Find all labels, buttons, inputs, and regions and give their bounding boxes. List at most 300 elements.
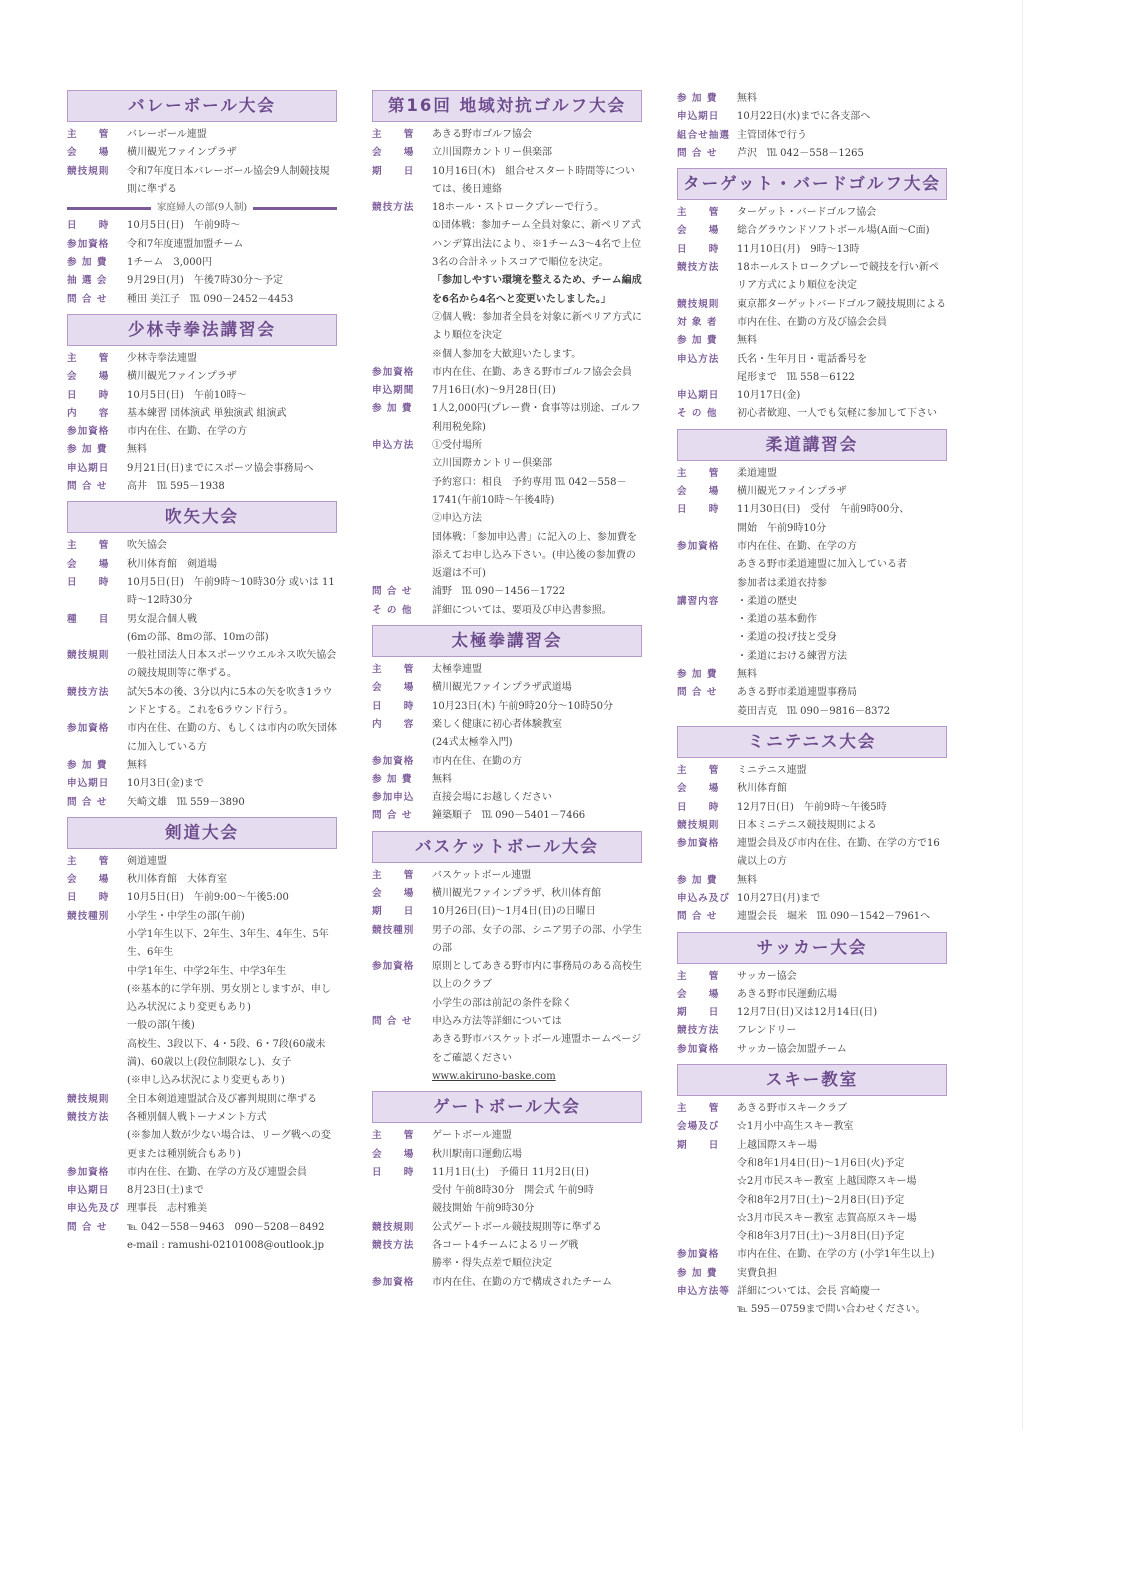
info-row xyxy=(67,1091,337,1109)
info-value: 立川国際カントリー倶楽部 xyxy=(432,147,552,159)
info-label: 参加申込 xyxy=(372,792,415,804)
info-value: 無料 xyxy=(127,444,147,456)
info-value: 連盟会員及び市内在住、在勤、在学の方で16歳以上の方 xyxy=(737,838,940,868)
info-row xyxy=(67,720,337,757)
info-label: 参加資格 xyxy=(677,540,720,552)
info-row xyxy=(372,922,642,959)
info-value: 1チーム 3,000円 xyxy=(127,257,212,269)
info-row xyxy=(372,958,642,1013)
info-label: 主 管 xyxy=(67,855,110,867)
info-label: 会 場 xyxy=(677,486,720,498)
info-value: 男女混合個人戦 (6mの部、8mの部、10mの部) xyxy=(127,613,269,643)
info-row xyxy=(372,382,642,400)
event-section xyxy=(67,314,337,496)
column-1 xyxy=(67,90,337,1260)
info-label: 問 合 せ xyxy=(67,796,108,808)
info-row xyxy=(67,423,337,441)
info-row xyxy=(677,593,947,666)
info-row xyxy=(67,871,337,889)
info-row xyxy=(372,885,642,903)
info-row xyxy=(677,1137,947,1247)
info-row xyxy=(67,291,337,309)
info-label: 日 時 xyxy=(67,576,110,588)
info-value: 7月16日(水)～9月28日(日) xyxy=(432,385,556,397)
info-label: 種 目 xyxy=(67,613,110,625)
info-value: 10月16日(木) 組合せスタート時間等については、後日連絡 xyxy=(432,165,636,195)
info-row xyxy=(677,1118,947,1136)
info-label: 参加資格 xyxy=(372,1276,415,1288)
info-value: 各種別個人戦トーナメント方式 (※参加人数が少ない場合は、リーグ戦への変更または種別統合もあり) xyxy=(127,1111,331,1160)
info-value: 初心者歓迎、一人でも気軽に参加して下さい xyxy=(737,408,937,420)
info-row xyxy=(677,465,947,483)
info-row xyxy=(677,351,947,388)
info-row xyxy=(372,1237,642,1274)
info-label: 会 場 xyxy=(67,147,110,159)
info-row xyxy=(372,400,642,437)
info-row xyxy=(677,483,947,501)
info-label: 競技方法 xyxy=(67,1111,110,1123)
info-value: 横川観光ファインプラザ、秋川体育館 xyxy=(432,887,602,899)
info-value: 市内在住、在勤の方 xyxy=(432,755,522,767)
info-value: 柔道連盟 xyxy=(737,467,777,479)
info-row xyxy=(372,1013,642,1068)
info-row xyxy=(677,314,947,332)
info-label: 参 加 費 xyxy=(67,759,108,771)
info-row xyxy=(372,698,642,716)
info-value: 少林寺拳法連盟 xyxy=(127,352,197,364)
info-label: 期 日 xyxy=(677,1139,720,1151)
subhead-text: 家庭婦人の部(9人制) xyxy=(156,202,248,214)
info-value: 無料 xyxy=(127,759,147,771)
info-label: 問 合 せ xyxy=(677,147,718,159)
info-value: あきる野市ゴルフ協会 xyxy=(432,129,532,140)
info-label: 主 管 xyxy=(677,207,720,219)
info-value: 詳細については、要項及び申込書参照。 xyxy=(432,604,612,616)
info-row xyxy=(677,986,947,1004)
info-row xyxy=(372,1219,642,1237)
info-label: 期 日 xyxy=(372,906,415,918)
info-value: フレンドリー xyxy=(737,1025,797,1037)
info-value: 無料 xyxy=(737,93,757,104)
info-value: 矢崎文雄 ℡ 559－3890 xyxy=(127,796,245,808)
info-value: 秋川体育館 剣道場 xyxy=(127,558,217,570)
info-label: 競技規則 xyxy=(67,1093,110,1105)
info-label: 申込期日 xyxy=(677,390,720,402)
info-value: ゲートボール連盟 xyxy=(432,1130,512,1142)
info-label: 日 時 xyxy=(372,1166,415,1178)
info-value: バスケットボール連盟 xyxy=(432,869,532,881)
info-label: 競技規則 xyxy=(67,650,110,662)
event-section xyxy=(677,90,947,163)
info-label: 問 合 せ xyxy=(372,1016,413,1028)
info-row xyxy=(67,537,337,555)
info-label: 日 時 xyxy=(372,700,415,712)
info-value: 全日本剣道連盟試合及び審判規則に準ずる xyxy=(127,1093,317,1105)
info-row xyxy=(67,757,337,775)
info-label: 会 場 xyxy=(372,682,415,694)
info-label: 抽 選 会 xyxy=(67,275,108,287)
info-row xyxy=(67,1182,337,1200)
info-label: 主 管 xyxy=(67,540,110,552)
info-value: 横川観光ファインプラザ xyxy=(737,486,847,498)
info-row xyxy=(677,222,947,240)
info-label: 日 時 xyxy=(67,892,110,904)
info-label: 参 加 費 xyxy=(677,1267,718,1279)
info-value: 各コート4チームによるリーグ戦 勝率・得失点差で順位決定 xyxy=(432,1240,579,1270)
info-row xyxy=(67,350,337,368)
section-title: 太極拳講習会 xyxy=(372,625,642,657)
info-label: 参 加 費 xyxy=(677,669,718,681)
info-row xyxy=(372,309,642,364)
section-title: サッカー大会 xyxy=(677,932,947,964)
event-section xyxy=(677,932,947,1059)
info-label: 申込先及び xyxy=(67,1203,120,1215)
info-label: 主 管 xyxy=(677,764,720,776)
info-label: 申込期間 xyxy=(372,385,415,397)
info-row xyxy=(67,368,337,386)
info-label: 問 合 せ xyxy=(372,810,413,822)
info-label: 参加資格 xyxy=(67,426,110,438)
info-value: 18ホール・ストロークプレーで行う。 ①団体戦：参加チーム全員対象に、新ペリア式ハンデ算出法により、※1チーム3～4名で上位3名の合計ネットスコアで順位を決定。 xyxy=(432,202,642,269)
info-row xyxy=(677,405,947,423)
info-value: 10月5日(日) 午前9時～10時30分 或いは 11時～12時30分 xyxy=(127,576,335,607)
info-row xyxy=(677,666,947,684)
info-row xyxy=(677,145,947,163)
info-label: 会 場 xyxy=(372,1148,415,1160)
info-value: 10月22日(水)までに各支部へ xyxy=(737,111,871,123)
event-section xyxy=(677,168,947,424)
info-label: 日 時 xyxy=(677,243,720,255)
info-label: 主 管 xyxy=(677,970,720,982)
info-value: 市内在住、在勤の方及び協会会員 xyxy=(737,316,887,328)
info-row xyxy=(677,538,947,593)
info-row xyxy=(677,890,947,908)
info-row xyxy=(372,771,642,789)
info-value: 10月3日(金)まで xyxy=(127,778,204,790)
info-row xyxy=(372,126,642,144)
event-section xyxy=(67,90,337,309)
info-value: 一般社団法人日本スポーツウエルネス吹矢協会の競技規則等に準ずる。 xyxy=(127,650,337,680)
info-row xyxy=(67,460,337,478)
info-value: 上越国際スキー場 令和8年1月4日(日)～1月6日(火)予定 ☆2月市民スキー教室 上越国際スキー場 令和8年2月7日(土)～2月8日(日)予定 ☆3月市民スキー教室 志賀高原スキー場 令和8年3月7日(土)～3月8日(日)予定 xyxy=(737,1139,917,1243)
info-label: 競技種別 xyxy=(67,910,110,922)
section-title: スキー教室 xyxy=(677,1064,947,1096)
info-value: 実費負担 xyxy=(737,1267,777,1279)
info-row xyxy=(677,1246,947,1264)
info-row xyxy=(677,127,947,145)
info-value: ミニテニス連盟 xyxy=(737,764,807,776)
column-3 xyxy=(677,90,947,1325)
section-title: バスケットボール大会 xyxy=(372,831,642,863)
info-label: 参 加 費 xyxy=(67,444,108,456)
info-value: 秋川駅南口運動広場 xyxy=(432,1148,522,1160)
info-label: 申込期日 xyxy=(67,462,110,474)
info-row xyxy=(677,1004,947,1022)
info-value: 市内在住、在勤、あきる野市ゴルフ協会会員 xyxy=(432,366,632,378)
divider-rule xyxy=(253,207,337,210)
event-section xyxy=(372,831,642,1087)
info-row xyxy=(372,807,642,825)
info-row xyxy=(677,817,947,835)
info-row xyxy=(677,241,947,259)
info-label: 競技規則 xyxy=(677,819,720,831)
info-row xyxy=(67,1219,337,1256)
info-label: 申込期日 xyxy=(67,778,110,790)
section-title: 柔道講習会 xyxy=(677,429,947,461)
info-row xyxy=(67,441,337,459)
info-label: 会 場 xyxy=(67,558,110,570)
info-value: 氏名・生年月日・電話番号を 尾形まで ℡ 558－6122 xyxy=(737,353,867,383)
info-row xyxy=(67,647,337,684)
info-row xyxy=(677,501,947,538)
info-row xyxy=(67,1164,337,1182)
info-value: ②個人戦：参加者全員を対象に新ペリア方式により順位を決定 ※個人参加を大歓迎いたします。 xyxy=(432,311,642,360)
info-value: 公式ゲートボール競技規則等に準ずる xyxy=(432,1221,602,1233)
info-label: 会 場 xyxy=(372,147,415,159)
info-row xyxy=(677,968,947,986)
info-row xyxy=(67,794,337,812)
info-value: 10月23日(木) 午前9時20分～10時50分 xyxy=(432,700,613,712)
info-row xyxy=(67,254,337,272)
info-label: 競技方法 xyxy=(677,1025,720,1037)
info-row xyxy=(372,1068,642,1086)
info-row xyxy=(67,775,337,793)
info-value: 市内在住、在勤の方、もしくは市内の吹矢団体に加入している方 xyxy=(127,723,337,753)
info-value: 試矢5本の後、3分以内に5本の矢を吹き1ラウンドとする。これを6ラウンド行う。 xyxy=(127,686,333,717)
info-label: 参加資格 xyxy=(677,1043,720,1055)
info-label: 競技方法 xyxy=(67,686,110,698)
info-label: 会 場 xyxy=(372,887,415,899)
info-row xyxy=(67,684,337,721)
info-label: 参加資格 xyxy=(372,755,415,767)
info-row xyxy=(67,1109,337,1164)
info-label: 参 加 費 xyxy=(372,403,413,415)
event-section xyxy=(67,817,337,1256)
info-row xyxy=(677,108,947,126)
info-row xyxy=(372,789,642,807)
info-label: 申込み及び xyxy=(677,892,730,904)
info-value: ℡ 042－558－9463 090－5208－8492 e-mail : ramushi-02101008@outlook.jp xyxy=(127,1221,325,1252)
event-section xyxy=(677,429,947,721)
info-value: 無料 xyxy=(737,335,757,347)
info-label: 日 時 xyxy=(677,504,720,516)
info-value: 8月23日(土)まで xyxy=(127,1185,204,1197)
info-value: 令和7年度日本バレーボール協会9人制競技規則に準ずる xyxy=(127,165,330,195)
info-label: 対 象 者 xyxy=(677,316,718,328)
info-label: 会 場 xyxy=(677,225,720,237)
info-label: 申込方法 xyxy=(677,353,720,365)
info-value: 10月17日(金) xyxy=(737,390,801,402)
info-value: 12月7日(日) 午前9時～午後5時 xyxy=(737,801,887,813)
info-label: 主 管 xyxy=(372,1130,415,1142)
info-label: 参加資格 xyxy=(67,1166,110,1178)
info-label: 主 管 xyxy=(67,129,110,140)
info-value: 連盟会長 堀米 ℡ 090－1542－7961へ xyxy=(737,911,931,923)
website-link[interactable]: www.akiruno-baske.com xyxy=(432,1070,556,1082)
page-edge-line xyxy=(1022,0,1023,1430)
info-row xyxy=(677,1283,947,1320)
info-value: 横川観光ファインプラザ武道場 xyxy=(432,682,572,694)
info-row xyxy=(677,780,947,798)
info-label xyxy=(372,1068,432,1086)
info-value: 日本ミニテニス競技規則による xyxy=(737,819,877,831)
info-value: サッカー協会 xyxy=(737,970,797,982)
info-value: 無料 xyxy=(737,874,757,886)
info-row xyxy=(372,753,642,771)
info-label: 会場及び xyxy=(677,1121,720,1133)
info-label: 競技規則 xyxy=(372,1221,415,1233)
info-value: 10月5日(日) 午前9時～ xyxy=(127,220,241,232)
info-value: 9月21日(日)までにスポーツ協会事務局へ xyxy=(127,462,314,474)
info-row xyxy=(67,163,337,200)
info-value: 令和7年度連盟加盟チーム xyxy=(127,238,244,250)
info-row xyxy=(67,272,337,290)
info-value: 芦沢 ℡ 042－558－1265 xyxy=(737,147,864,159)
info-value: 東京都ターゲットバードゴルフ競技規則による xyxy=(737,298,946,310)
info-label: 参 加 費 xyxy=(677,874,718,886)
info-row xyxy=(67,126,337,144)
info-label xyxy=(372,309,432,364)
info-value: 11月10日(月) 9時～13時 xyxy=(737,243,860,255)
info-label: 参加資格 xyxy=(372,366,415,378)
info-label: 問 合 せ xyxy=(67,1221,108,1233)
info-value: 10月27日(月)まで xyxy=(737,892,821,904)
info-value: 市内在住、在勤、在学の方及び連盟会員 xyxy=(127,1166,307,1178)
info-label: 講習内容 xyxy=(677,595,720,607)
info-row xyxy=(372,199,642,272)
info-row xyxy=(372,364,642,382)
info-row xyxy=(67,556,337,574)
info-row xyxy=(372,716,642,753)
info-value: 市内在住、在勤、在学の方 xyxy=(127,426,247,438)
info-label: そ の 他 xyxy=(677,408,718,420)
category-subhead xyxy=(67,199,337,217)
info-row xyxy=(67,405,337,423)
info-label: 主 管 xyxy=(677,1103,720,1115)
info-label: 参加資格 xyxy=(372,961,415,973)
info-value: ・柔道の歴史 ・柔道の基本動作 ・柔道の投げ技と受身 ・柔道における練習方法 xyxy=(737,595,847,662)
info-value: 無料 xyxy=(737,669,757,681)
event-section xyxy=(372,1091,642,1292)
info-value: 市内在住、在勤、在学の方 あきる野市柔道連盟に加入している者 参加者は柔道衣持参 xyxy=(737,540,907,589)
info-value: ターゲット・バードゴルフ協会 xyxy=(737,207,877,219)
info-row xyxy=(372,1274,642,1292)
info-label: 日 時 xyxy=(67,220,110,232)
info-value: あきる野市柔道連盟事務局 菱田吉克 ℡ 090－9816－8372 xyxy=(737,687,891,717)
section-title: バレーボール大会 xyxy=(67,90,337,122)
info-row xyxy=(67,217,337,235)
info-row xyxy=(677,762,947,780)
info-label: 申込方法 xyxy=(372,440,415,452)
info-value: ☆1月小中高生スキー教室 xyxy=(737,1121,854,1133)
section-title: ミニテニス大会 xyxy=(677,726,947,758)
info-row xyxy=(67,908,337,1091)
info-row xyxy=(67,236,337,254)
info-label: 参加資格 xyxy=(67,723,110,735)
info-value: 無料 xyxy=(432,773,452,785)
info-value: あきる野市スキークラブ xyxy=(737,1103,847,1115)
info-row xyxy=(372,144,642,162)
info-label: 内 容 xyxy=(67,407,110,419)
info-label: 競技規則 xyxy=(67,165,110,177)
info-label: 競技方法 xyxy=(372,202,415,214)
info-value: 10月26日(日)～1月4日(日)の日曜日 xyxy=(432,906,596,918)
info-value: 秋川体育館 xyxy=(737,783,787,795)
info-value: 12月7日(日)又は12月14日(日) xyxy=(737,1007,878,1019)
info-row xyxy=(677,1041,947,1059)
info-row xyxy=(67,387,337,405)
info-row xyxy=(677,835,947,872)
info-row xyxy=(67,478,337,496)
info-label: 参 加 費 xyxy=(67,257,108,269)
info-label: そ の 他 xyxy=(372,604,413,616)
info-value: 主管団体で行う xyxy=(737,129,807,141)
info-label: 主 管 xyxy=(372,664,415,676)
info-row xyxy=(67,889,337,907)
divider-rule xyxy=(67,207,151,210)
info-value: 鐘築順子 ℡ 090－5401－7466 xyxy=(432,810,586,822)
info-row xyxy=(372,679,642,697)
event-section xyxy=(677,726,947,927)
info-label: 内 容 xyxy=(372,718,415,730)
info-label: 問 合 せ xyxy=(677,911,718,923)
event-section xyxy=(677,1064,947,1320)
info-label: 参加資格 xyxy=(677,1249,720,1261)
info-value: 原則としてあきる野市内に事務局のある高校生以上のクラブ 小学生の部は前記の条件を除く xyxy=(432,961,642,1009)
info-label: 組合せ抽選 xyxy=(677,129,730,141)
info-label: 競技方法 xyxy=(372,1240,415,1252)
info-label: 会 場 xyxy=(677,988,720,1000)
info-value: サッカー協会加盟チーム xyxy=(737,1043,847,1055)
section-title: 少林寺拳法講習会 xyxy=(67,314,337,346)
info-row xyxy=(67,574,337,611)
info-row xyxy=(67,1200,337,1218)
info-row xyxy=(677,684,947,721)
info-value: 種田 美江子 ℡ 090－2452－4453 xyxy=(127,293,294,305)
info-label: 期 日 xyxy=(677,1007,720,1019)
info-value: 11月30日(日) 受付 午前9時00分、 開始 午前9時10分 xyxy=(737,504,910,534)
info-value: 理事長 志村雅美 xyxy=(127,1203,207,1215)
info-value: 横川観光ファインプラザ xyxy=(127,371,237,383)
info-label: 申込期日 xyxy=(677,111,720,123)
info-value: 市内在住、在勤の方で構成されたチーム xyxy=(432,1276,612,1288)
section-title: 剣道大会 xyxy=(67,817,337,849)
info-label: 問 合 せ xyxy=(67,293,108,305)
info-value: 横川観光ファインプラザ xyxy=(127,147,237,159)
info-row xyxy=(677,90,947,108)
info-value: 直接会場にお越しください xyxy=(432,792,552,804)
info-value: あきる野市民運動広場 xyxy=(737,988,837,1000)
info-value: 小学生・中学生の部(午前) 小学1年生以下、2年生、3年生、4年生、5年生、6年生 中学1年生、中学2年生、中学3年生 (※基本的に学年別、男女別としますが、申し込み状況により変更もあり) 一般の部(午後) 高校生、3段以下、4・5段、6・7段(60歳未満)、60歳以上(段位制限なし)、女子 (※申し込み状況により変更もあり) xyxy=(127,910,331,1087)
info-value: 高井 ℡ 595－1938 xyxy=(127,481,225,493)
event-section xyxy=(372,625,642,826)
info-label: 日 時 xyxy=(67,389,110,401)
info-row xyxy=(677,387,947,405)
event-section xyxy=(67,501,337,811)
info-label: 問 合 せ xyxy=(372,586,413,598)
info-row xyxy=(372,602,642,620)
info-label: 問 合 せ xyxy=(677,687,718,699)
info-label: 日 時 xyxy=(677,801,720,813)
info-row xyxy=(67,611,337,648)
section-title: ゲートボール大会 xyxy=(372,1091,642,1123)
info-label: 競技方法 xyxy=(677,262,720,274)
info-row xyxy=(677,1100,947,1118)
info-label: 参 加 費 xyxy=(372,773,413,785)
info-label: 参 加 費 xyxy=(677,335,718,347)
info-label: 参加資格 xyxy=(677,838,720,850)
info-label: 競技規則 xyxy=(677,298,720,310)
